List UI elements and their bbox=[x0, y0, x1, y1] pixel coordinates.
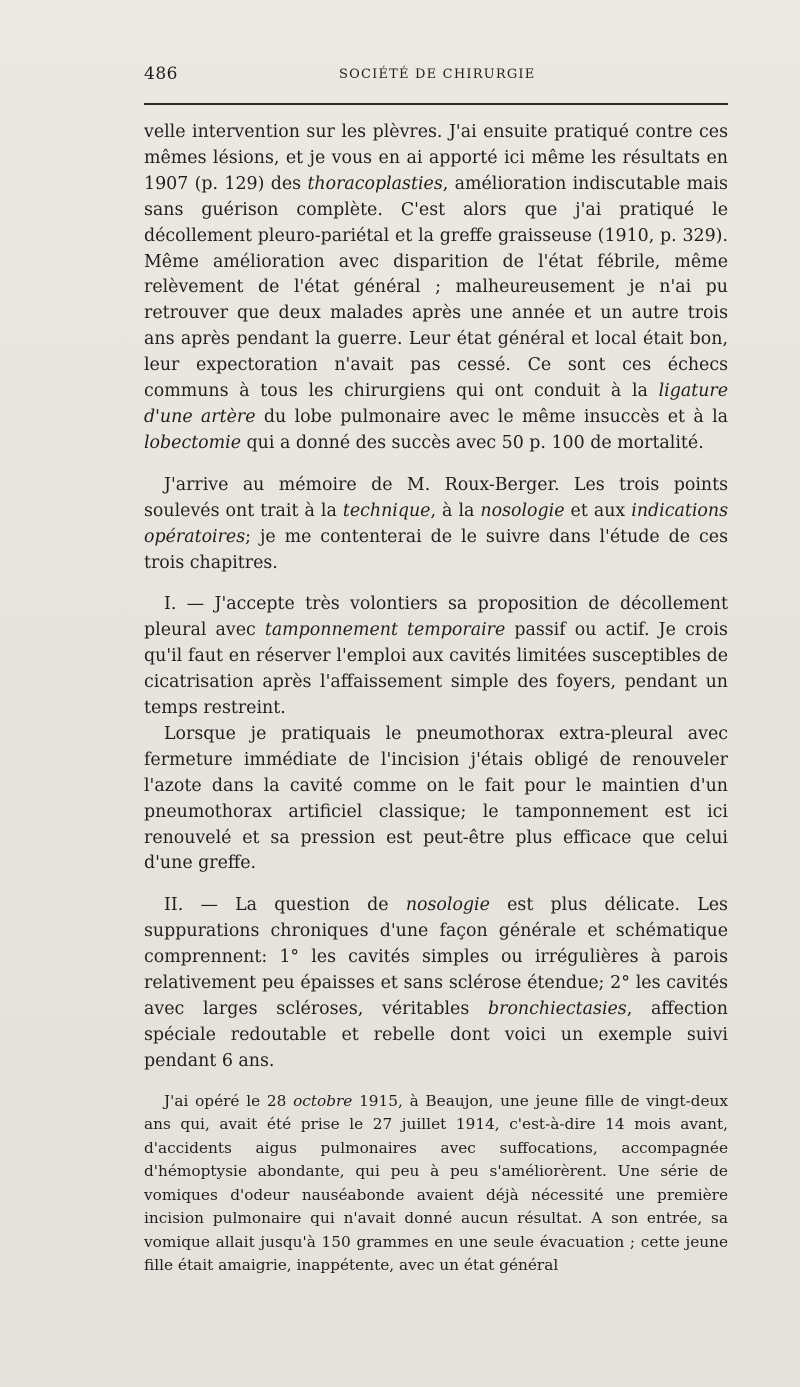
page-number: 486 bbox=[144, 64, 178, 84]
paragraph-1: velle intervention sur les plèvres. J'ai ensuite pratiqué contre ces mêmes lésions, et je vous en ai apporté ici même les résultats en 1907 (p. 129) des thoracoplasties, amélioration indiscutable mais sans guérison complète. C'est alors que j'ai pratiqué le décollement pleuro-pariétal et la greffe graisseuse (1910, p. 329). Même amélioration avec disparition de l'état fébrile, même relèvement de l'état général ; malheureusement je n'ai pu retrouver que deux malades après une année et un autre trois ans après pendant la guerre. Leur état général et local était bon, leur expectoration n'avait pas cessé. Ce sont ces échecs communs à tous les chirurgiens qui ont conduit à la ligature d'une artère du lobe pulmonaire avec le même insuccès et à la lobectomie qui a donné des succès avec 50 p. 100 de mortalité. bbox=[144, 122, 729, 453]
paragraph-2: J'arrive au mémoire de M. Roux-Berger. Les trois points soulevés ont trait à la technique, à la nosologie et aux indications opératoires; je me contenterai de le suivre dans l'étude de ces trois chapitres. bbox=[144, 474, 728, 573]
case-report-paragraph: J'ai opéré le 28 octobre 1915, à Beaujon, une jeune fille de vingt-deux ans qui, avait été prise le 27 juillet 1914, c'est-à-dire 14 mois avant, d'accidents aigus pulmonaires avec suffocations, accompagnée d'hémoptysie abondante, qui peu à peu s'améliorèrent. Une série de vomiques d'odeur nauséabonde avaient déjà nécessité une première incision pulmonaire qui n'avait donné aucun résultat. A son entrée, sa vomique allait jusqu'à 150 grammes en une seule évacuation ; cette jeune fille était amaigrie, inappétente, avec un état général bbox=[144, 1091, 728, 1275]
paragraph-5: II. — La question de nosologie est plus délicate. Les suppurations chroniques d'une façon générale et schématique comprennent: 1° les cavités simples ou irrégulières à parois relativement peu épaisses et sans sclérose étendue; 2° les cavités avec larges scléroses, véritables bronchiectasies, affection spéciale redoutable et rebelle dont voici un exemple suivi pendant 6 ans. bbox=[144, 895, 728, 1071]
paragraph-3: I. — J'accepte très volontiers sa proposition de décollement pleural avec tamponnement temporaire passif ou actif. Je crois qu'il faut en réserver l'emploi aux cavités limitées susceptibles de cicatrisation après l'affaissement simple des foyers, pendant un temps restreint. bbox=[144, 594, 728, 719]
body-text bbox=[144, 120, 728, 1293]
page-header bbox=[144, 64, 728, 88]
paragraph-4: Lorsque je pratiquais le pneumothorax extra-pleural avec fermeture immédiate de l'incision j'étais obligé de renouveler l'azote dans la cavité comme on le fait pour le maintien d'un pneumothorax artificiel classique; le tamponnement est ici renouvelé et sa pression est peut-être plus efficace que celui d'une greffe. bbox=[144, 723, 728, 874]
running-title: SOCIÉTÉ DE CHIRURGIE bbox=[339, 67, 536, 82]
header-rule bbox=[144, 103, 728, 105]
